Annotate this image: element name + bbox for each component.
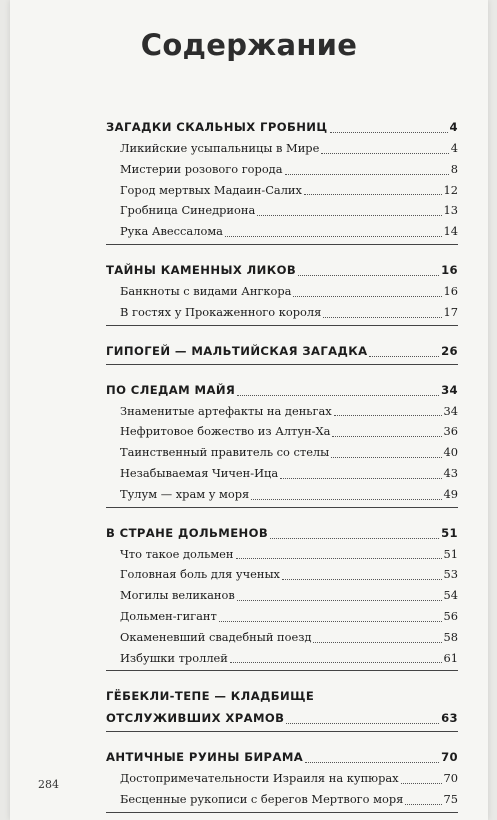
dot-leader [237, 600, 442, 601]
page-ref: 36 [443, 424, 458, 439]
dot-leader [332, 436, 441, 437]
toc-section-heading[interactable] [106, 379, 458, 401]
toc-section [106, 340, 458, 365]
entry-title: Избушки троллей [120, 650, 228, 665]
dot-leader [331, 457, 441, 458]
section-title: ТАЙНЫ КАМЕННЫХ ЛИКОВ [106, 262, 297, 277]
toc-section [106, 259, 458, 326]
entry-title: В гостях у Прокаженного короля [120, 304, 322, 319]
dot-leader [285, 174, 449, 175]
page-ref: 51 [443, 546, 458, 561]
toc-section [106, 685, 458, 732]
dot-leader [405, 804, 441, 805]
section-title-line: ГЁБЕКЛИ-ТЕПЕ — КЛАДБИЩЕ [106, 689, 315, 704]
entry-title: Головная боль для ученых [120, 567, 280, 582]
entry-title: Что такое дольмен [120, 546, 234, 561]
page-number: 284 [38, 778, 59, 791]
toc-section-heading[interactable] [106, 116, 458, 138]
page-ref: 17 [443, 304, 458, 319]
page-ref: 40 [443, 445, 458, 460]
toc-entry[interactable] [106, 421, 458, 442]
section-title: АНТИЧНЫЕ РУИНЫ БИРАМА [106, 750, 304, 765]
page-ref: 14 [443, 224, 458, 239]
section-title: ОТСЛУЖИВШИХ ХРАМОВ [106, 711, 285, 726]
dot-leader [401, 783, 442, 784]
toc-entry[interactable] [106, 585, 458, 606]
dot-leader [286, 723, 439, 724]
entry-title: Окаменевший свадебный поезд [120, 629, 312, 644]
toc-entry[interactable] [106, 789, 458, 810]
toc-entry[interactable] [106, 221, 458, 242]
toc-section [106, 379, 458, 508]
dot-leader [251, 499, 441, 500]
section-title: ПО СЛЕДАМ МАЙЯ [106, 382, 236, 397]
dot-leader [323, 317, 441, 318]
toc-entry[interactable] [106, 302, 458, 323]
book-page [10, 0, 488, 820]
dot-leader [219, 621, 442, 622]
section-title: ЗАГАДКИ СКАЛЬНЫХ ГРОБНИЦ [106, 120, 328, 134]
toc-section-heading[interactable] [106, 259, 458, 281]
entry-title: Бесценные рукописи с берегов Мертвого моря [120, 792, 404, 807]
page-ref: 43 [443, 465, 458, 480]
toc-entry[interactable] [106, 401, 458, 422]
dot-leader [225, 236, 442, 237]
entry-title: Знаменитые артефакты на деньгах [120, 403, 332, 418]
toc-section [106, 746, 458, 813]
dot-leader [298, 275, 439, 276]
entry-title: Дольмен-гигант [120, 608, 217, 623]
page-ref: 34 [441, 382, 458, 397]
dot-leader [270, 538, 439, 539]
entry-title: Достопримечательности Израиля на купюрах [120, 771, 399, 786]
page-ref: 16 [441, 262, 458, 277]
entry-title: Город мертвых Мадаин-Салих [120, 182, 302, 197]
toc-entry[interactable] [106, 463, 458, 484]
entry-title: Незабываемая Чичен-Ица [120, 465, 279, 480]
dot-leader [293, 296, 441, 297]
page-ref: 8 [450, 161, 458, 176]
toc-entry[interactable] [106, 544, 458, 565]
entry-title: Гробница Синедриона [120, 203, 256, 218]
toc-entry[interactable] [106, 606, 458, 627]
dot-leader [304, 194, 442, 195]
page-ref: 54 [443, 588, 458, 603]
page-ref: 16 [443, 283, 458, 298]
page-ref: 49 [443, 486, 458, 501]
dot-leader [282, 579, 442, 580]
page-ref: 12 [443, 182, 458, 197]
toc-entry[interactable] [106, 564, 458, 585]
entry-title: Банкноты с видами Ангкора [120, 283, 292, 298]
toc-entry[interactable] [106, 281, 458, 302]
dot-leader [280, 478, 441, 479]
entry-title: Могилы великанов [120, 588, 235, 603]
entry-title: Рука Авессалома [120, 224, 223, 239]
dot-leader [257, 215, 441, 216]
dot-leader [305, 762, 439, 763]
dot-leader [330, 132, 448, 133]
dot-leader [313, 642, 441, 643]
toc-section [106, 522, 458, 672]
page-ref: 61 [443, 650, 458, 665]
toc-entry[interactable] [106, 200, 458, 221]
page-ref: 26 [441, 343, 458, 358]
toc-entry[interactable] [106, 648, 458, 669]
entry-title: Ликийские усыпальницы в Мире [120, 141, 320, 155]
toc-entry[interactable] [106, 442, 458, 463]
entry-title: Таинственный правитель со стелы [120, 445, 330, 460]
page-title: Содержание [140, 28, 358, 62]
toc-section-heading[interactable] [106, 746, 458, 768]
toc-section-heading[interactable] [106, 522, 458, 544]
page-ref: 51 [441, 525, 458, 540]
toc-entry[interactable] [106, 768, 458, 789]
toc-section-heading[interactable] [106, 340, 458, 362]
page-ref: 4 [450, 141, 458, 155]
entry-title: Мистерии розового города [120, 161, 283, 176]
toc-entry[interactable] [106, 180, 458, 201]
page-ref: 53 [443, 567, 458, 582]
dot-leader [230, 662, 442, 663]
toc-entry[interactable] [106, 627, 458, 648]
dot-leader [369, 356, 439, 357]
dot-leader [321, 153, 448, 154]
section-title: В СТРАНЕ ДОЛЬМЕНОВ [106, 525, 269, 540]
section-title: ГИПОГЕЙ — МАЛЬТИЙСКАЯ ЗАГАДКА [106, 343, 368, 358]
dot-leader [237, 395, 439, 396]
table-of-contents [106, 116, 458, 820]
dot-leader [334, 415, 442, 416]
dot-leader [236, 558, 442, 559]
page-ref: 70 [443, 771, 458, 786]
toc-entry[interactable] [106, 484, 458, 505]
toc-section [106, 116, 458, 245]
toc-entry[interactable] [106, 138, 458, 159]
page-ref: 4 [449, 120, 458, 134]
toc-entry[interactable] [106, 159, 458, 180]
page-ref: 75 [443, 792, 458, 807]
entry-title: Нефритовое божество из Алтун-Ха [120, 424, 331, 439]
entry-title: Тулум — храм у моря [120, 486, 250, 501]
page-ref: 34 [443, 403, 458, 418]
page-ref: 63 [441, 711, 458, 726]
page-ref: 56 [443, 608, 458, 623]
toc-section-heading[interactable] [106, 707, 458, 729]
page-ref: 70 [441, 750, 458, 765]
page-ref: 13 [443, 203, 458, 218]
page-ref: 58 [443, 629, 458, 644]
